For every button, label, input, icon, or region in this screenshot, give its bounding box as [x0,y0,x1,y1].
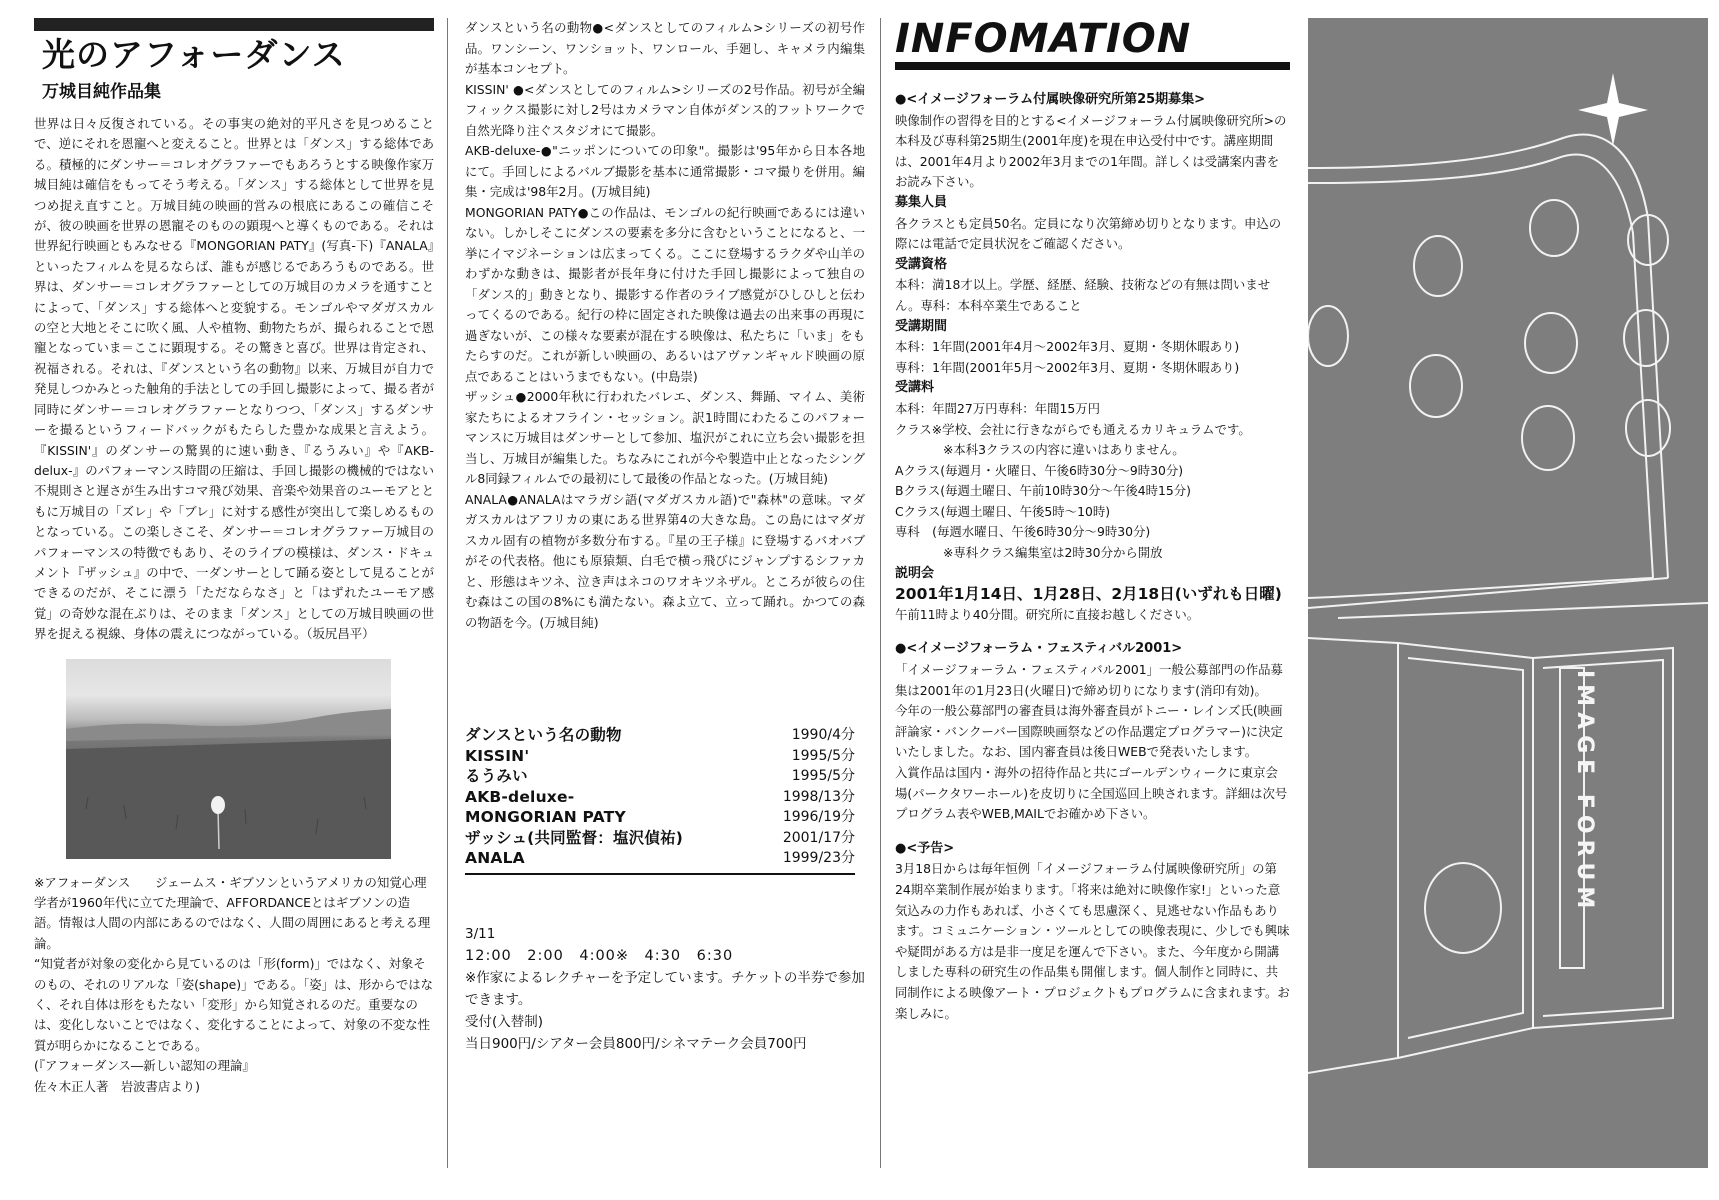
film-year: 1990/4分 [791,727,855,743]
info-line: 専科 (毎週水曜日、午後6時30分～9時30分) [895,524,1151,540]
film-year: 1995/5分 [791,768,855,784]
film-title: KISSIN' [465,746,530,765]
sign-text: IMAGE FORUM [1572,670,1597,915]
info-line: 専科：1年間(2001年5月～2002年3月、夏期・冬期休暇あり) [895,359,1240,375]
list-item [465,848,855,869]
info-body [895,90,1290,1024]
info-line: 本科：満18才以上。学歴、経歴、経験、技術などの有無は問いません。専科：本科卒業生であること [895,277,1271,313]
film-year: 1998/13分 [782,788,855,805]
heading-rule [895,62,1290,70]
ticket-prices: 当日900円/シアター会員800円/シネマテーク会員700円 [465,1035,807,1052]
film-title: AKB-deluxe- [465,787,575,806]
list-item [465,807,855,828]
info-heading-line: ●<イメージフォーラム付属映像研究所第25期募集> [895,92,1206,107]
film-year: 1999/23分 [782,850,855,866]
essay-text: 世界は日々反復されている。その事実の絶対的平凡さを見つめることで、逆にそれを恩寵へと変えること。世界とは「ダンス」する総体である。積極的にダンサー＝コレオグラファーでもあろうとする映像作家万城目純は確信をもってそう考える。「ダンス」する総体として世界を見つめ捉え直すこと。万城目純の映画的営みの根底にあるこの確信こそが、彼の映画を世界の恩寵そのものの顕現へと導くものである。それは世界紀行映画ともみなせる『MONGORIAN PATY』(写真-下)『ANALA』といったフィルムを見るならば、誰もが感じるであろうものである。世界は、ダンサー＝コレオグラファーとしての万城目のカメラを通すことによって、「ダンス」する総体へと変貌する。モンゴルやマダガスカルの空と大地とそこに吹く風、人や植物、動物たちが、撮られることで恩寵となっていま＝ここに顕現する。その驚きと喜び。世界は肯定され、祝福される。それは、『ダンスという名の動物』以来、万城目が自力で発見しつかみとった触角的手法としての手回し撮影によって、撮る者が同時にダンサー＝コレオグラファーとなりつつ、「ダンス」するダンサーを撮るというフィードバックがもたらした豊かな成果と言えよう。『KISSIN'』のダンサーの驚異的に速い動き、『るうみい』や『AKB-delux-』のパフォーマンス時間の圧縮は、手回し撮影の機械的ではない不規則さと遅さが生み出すコマ飛び効果、音楽や効果音のユーモアとともに万城目の「ズレ」や「ブレ」に対する感性が突出して楽しめるものとなっている。この楽しさこそ、ダンサー＝コレオグラファー万城目のパフォーマンスの特徴でもあり、そのライブの模様は、ダンス・ドキュメント『ザッシュ』の中で、一ダンサーとして踊る姿として見ることができるのだが、そこに漂う「ただならなさ」と「はずれたユーモア感覚」の奇妙な混在ぶりは、そのまま「ダンス」としての万城目映画の世界を捉える視線、身体の震えにつながっている。（坂尻昌平） [34,116,434,642]
film-year: 1996/19分 [782,809,855,825]
note-line: 佐々木正人著 岩波書店より) [34,1078,200,1094]
article-subtitle: 万城目純作品集 [42,82,161,102]
film-title: ダンスという名の動物 [465,726,622,744]
film-title: ザッシュ(共同監督：塩沢偵祐) [465,828,684,847]
film-still-photo [66,659,391,859]
reception-label: 受付(入替制) [465,1013,544,1030]
info-line: クラス※学校、会社に行きながらでも通えるカリキュラムです。 [895,421,1251,437]
column-divider [880,18,881,1168]
info-line: ※専科クラス編集室は2時30分から開放 [943,545,1163,561]
list-item [465,746,855,767]
film-title: るうみい [465,767,528,785]
info-line: 本科：1年間(2001年4月～2002年3月、夏期・冬期休暇あり) [895,339,1240,355]
info-line: 今年の一般公募部門の審査員は海外審査員がトニー・レインズ氏(映画評論家・バンクーバー国際映画祭などの作品選定プログラマー)に決定いたしました。なお、国内審査員は後日WEBで発表いたします。 [895,703,1284,760]
title-bar [34,18,434,31]
film-note: ダンスという名の動物●<ダンスとしてのフィルム>シリーズの初号作品。ワンシーン、ワンショット、ワンロール、手廻し、キャメラ内編集が基本コンセプト。 [465,20,865,76]
article-title: 光のアフォーダンス [42,35,346,74]
info-heading-line: ●<イメージフォーラム・フェスティバル2001> [895,641,1183,657]
info-heading-line: 募集人員 [895,194,948,210]
film-note: ANALA●ANALAはマラガシ語(マダガスカル語)で"森林"の意味。マダガスカルはアフリカの東にある世界第4の大きな島。この島にはマダガスカル固有の植物が多数分布する。『星の王子様』に登場するバオバブがその代表格。他にも原猿類、白毛で横っ飛びにジャンプするシファカと、形態はキツネ、泣き声はネコのワオキツネザル。ところが彼らの住む森はこの国の8%にも満たない。森よ立て、立って踊れ。かつての森の物語を今。(万城目純) [465,491,865,630]
article-column [34,18,434,1097]
film-note: AKB-deluxe-●"ニッポンについての印象"。撮影は'95年から日本各地にて。手回しによるバルブ撮影を基本に通常撮影・コマ撮りを併用。編集・完成は'98年2月。(万城目純) [465,143,865,199]
note-line: (『アフォーダンス―新しい認知の理論』 [34,1058,255,1074]
info-line: 2001年1月14日、1月28日、2月18日(いずれも日曜) [895,585,1282,604]
info-line: Bクラス(毎週土曜日、午前10時30分～午後4時15分) [895,483,1192,499]
info-line: 本科：年間27万円専科：年間15万円 [895,400,1101,416]
film-note: KISSIN' ●<ダンスとしてのフィルム>シリーズの2号作品。初号が全編フィックス撮影に対し2号はカメラマン自体がダンス的フットワークで自然光降り注ぐスタジオにて撮影。 [465,81,865,138]
film-notes-column [465,18,865,1055]
info-heading-line: 説明会 [895,565,935,581]
screening-date: 3/11 [465,925,496,942]
film-year: 1995/5分 [791,747,855,764]
info-line: 3月18日からは毎年恒例「イメージフォーラム付属映像研究所」の第24期卒業制作展が始まります。「将来は絶対に映像作家!」といった意気込みの力作もあれば、小さくても思慮深く、見逃せない作品もあります。コミュニケーション・ツールとしての映像表現に、少しでも興味や疑問がある方は是非一度足を運んで下さい。また、今年度から開講しました専科の研究生の作品集も開催します。個人制作と同時に、共同制作による映像アート・プロジェクトもプログラムに含まれます。お楽しみに。 [895,861,1290,1021]
information-column [895,18,1290,1024]
info-line: 午前11時より40分間。研究所に直接お越しください。 [895,606,1200,622]
info-line: 映像制作の習得を目的とする<イメージフォーラム付属映像研究所>の本科及び専科第25期生(2001年度)を現在申込受付中です。講座期間は、2001年4月より2002年3月までの1年間。詳しくは受講案内書をお読み下さい。 [895,112,1287,190]
list-item [465,725,855,746]
info-heading-line: 受講料 [895,380,935,396]
note-line: ※アフォーダンス ジェームス・ギブソンというアメリカの知覚心理学者が1960年代に立てた理論で、AFFORDANCEとはギブソンの造語。情報は人間の内部にあるのではなく、人間の周囲にあると考える理論。 [34,874,431,951]
spacer [895,625,1290,639]
info-line: 各クラスとも定員50名。定員になり次第締め切りとなります。申込の際には電話で定員状況をご確認ください。 [895,215,1282,252]
note-line: “知覚者が対象の変化から見ているのは「形(form)」ではなく、対象そのもの、それのリアルな「姿(shape)」である。「姿」は、形からではなく、それ自体は形をもたない「変形」から知覚されるのだ。重要なのは、変化しないことではなく、変化することによって、対象の不変な性質が明らかになることである。 [34,956,434,1053]
film-year: 2001/17分 [782,829,855,846]
info-heading-line: 受講期間 [895,318,948,334]
affordance-note [34,873,434,1097]
list-item [465,787,855,808]
building-illustration [1308,18,1708,1168]
info-line: 「イメージフォーラム・フェスティバル2001」一般公募部門の作品募集は2001年の1月23日(火曜日)で締め切りになります(消印有効)。 [895,662,1283,698]
film-note: MONGORIAN PATY●この作品は、モンゴルの紀行映画であるには違いない。しかしそこにダンスの要素を多分に含むということになると、一挙にイマジネーションは広まってくる。ここに登場するラクダや山羊のわずかな動きは、撮影者が長年身に付けた手回し撮影によって独自の「ダンス的」動きとなり、撮影する作者のライブ感覚がひしひしと伝わってくるのである。紀行の枠に固定された映像は過去の出来事の再現に過ぎないが、この様々な要素が混在する映像は、私たちに「いま」をもたらすのだ。これが新しい映画の、あるいはアヴァンギャルド映画の原点であることはいうまでもない。(中島崇) [465,204,865,384]
info-line: Aクラス(毎週月・火曜日、午後6時30分～9時30分) [895,462,1184,478]
screening-info [465,923,865,1055]
info-line: ※本科3クラスの内容に違いはありません。 [943,442,1185,458]
info-heading-line: ●<予告> [895,840,955,856]
spacer [895,825,1290,839]
column-divider [447,18,448,1168]
film-title: MONGORIAN PATY [465,808,626,826]
screening-times: 12:00 2:00 4:00※ 4:30 6:30 [465,947,734,964]
divider [465,873,855,875]
info-heading-line: 受講資格 [895,256,948,272]
info-line: Cクラス(毎週土曜日、午後5時～10時) [895,503,1111,519]
list-item [465,766,855,787]
list-item [465,828,855,849]
lecture-note: ※作家によるレクチャーを予定しています。チケットの半券で参加できます。 [465,969,865,1008]
info-heading: INFOMATION [895,16,1192,62]
film-note: ザッシュ●2000年秋に行われたバレエ、ダンス、舞踊、マイム、美術家たちによるオフライン・セッション。訳1時間にわたるこのパフォーマンスに万城目はダンサーとして参加、塩沢がこれに立ち会い撮影を担当し、万城目が編集した。ちなみにこれが今や製造中止となったシングル8同録フィルムでの最初にして最後の作品となった。(万城目純) [465,389,865,486]
filmography-list [465,725,855,875]
info-line: 入賞作品は国内・海外の招待作品と共にゴールデンウィークに東京会場(パークタワーホール)を皮切りに全国巡回上映されます。詳細は次号プログラム表やWEB,MAILでお確かめ下さい。 [895,765,1288,822]
film-title: ANALA [465,849,525,867]
